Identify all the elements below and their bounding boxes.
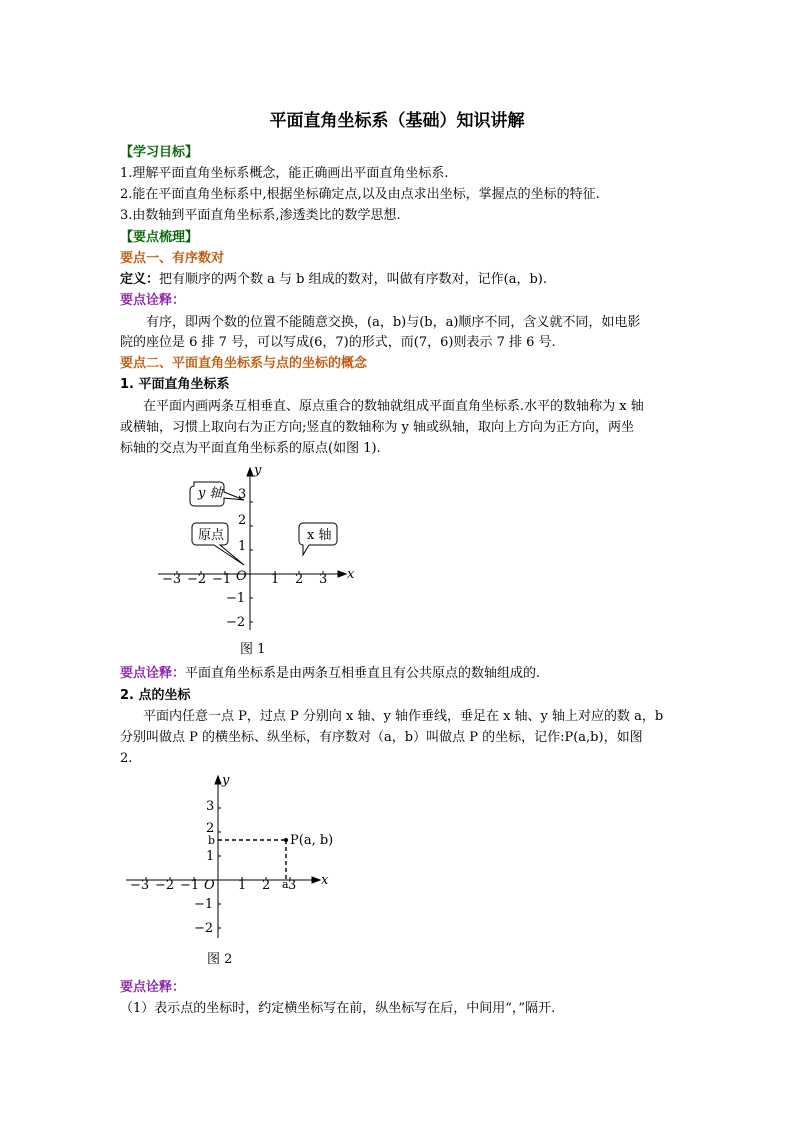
x-axis-label: x: [347, 567, 355, 582]
point1-note-label: 要点诠释：: [120, 293, 186, 308]
definition-line: [120, 270, 547, 290]
note2-label: 要点诠释：: [120, 980, 186, 995]
x-axis-label-2: x: [321, 873, 329, 888]
note2-text: （1）表示点的坐标时，约定横坐标写在前，纵坐标写在后，中间用“，”隔开.: [120, 1001, 556, 1016]
x-tick-1: 1: [271, 572, 280, 587]
y-tick-neg2: −2: [226, 615, 246, 630]
y2-tick-3: 3: [206, 799, 215, 814]
x2-tick-1: 1: [238, 878, 247, 893]
x-tick-2: 2: [295, 572, 304, 587]
x2-tick-neg2: −2: [155, 878, 175, 893]
callout-origin-text: 原点: [198, 528, 225, 543]
x-tick-neg1: −1: [212, 572, 232, 587]
point2-heading: 要点二、平面直角坐标系与点的坐标的概念: [120, 356, 368, 371]
y2-tick-2: 2: [206, 821, 215, 836]
b-label: b: [208, 834, 216, 847]
callout-x-axis-text: x 轴: [307, 528, 332, 543]
x-tick-3: 3: [319, 572, 328, 587]
y-axis-label-2: y: [222, 773, 230, 788]
points-heading: 【要点梳理】: [120, 230, 199, 245]
figure-1-coordinate-system: [150, 462, 370, 642]
x-tick-neg3: −3: [162, 572, 182, 587]
section2-heading: 2. 点的坐标: [120, 688, 191, 703]
y-tick-3: 3: [238, 487, 247, 502]
callout-x-axis: [299, 523, 337, 555]
point1-heading: 要点一、有序数对: [120, 251, 225, 266]
x2-tick-neg3: −3: [130, 878, 150, 893]
a-label: a: [282, 878, 289, 891]
y2-tick-neg1: −1: [194, 897, 214, 912]
goal-item-1: 1.理解平面直角坐标系概念，能正确画出平面直角坐标系.: [120, 166, 449, 181]
point-p-marker: [284, 838, 288, 842]
y-tick-neg1: −1: [226, 591, 246, 606]
section2-line-3: 2.: [120, 751, 133, 766]
x2-tick-neg1: −1: [180, 878, 200, 893]
y2-tick-1: 1: [206, 849, 215, 864]
note1-line: [120, 664, 540, 684]
section2-line-1: 平面内任意一点 P，过点 P 分别向 x 轴、y 轴作垂线，垂足在 x 轴、y 轴上对应的数 a，b: [143, 709, 664, 724]
origin-label: O: [236, 569, 247, 584]
note1-label: 要点诠释：: [120, 666, 186, 681]
point1-note-line-1: 有序，即两个数的位置不能随意交换，(a，b)与(b，a)顺序不同，含义就不同，如电影: [146, 315, 641, 330]
x2-tick-2: 2: [262, 878, 271, 893]
section1-heading: 1. 平面直角坐标系: [120, 377, 230, 392]
figure-2-point-coordinates: [120, 772, 340, 952]
goal-item-3: 3.由数轴到平面直角坐标系,渗透类比的数学思想.: [120, 208, 401, 223]
x-tick-neg2: −2: [187, 572, 207, 587]
section1-line-2: 或横轴，习惯上取向右为正方向;竖直的数轴称为 y 轴或纵轴，取向上方向为正方向，两坐: [120, 420, 634, 435]
origin-label-2: O: [204, 878, 215, 893]
point-p-label: P(a, b): [290, 833, 334, 848]
goals-heading: 【学习目标】: [120, 145, 199, 160]
callout-y-axis-text: y 轴: [198, 486, 223, 501]
y-axis-label: y: [254, 463, 262, 478]
section1-line-1: 在平面内画两条互相垂直、原点重合的数轴就组成平面直角坐标系.水平的数轴称为 x 轴: [143, 399, 644, 414]
callout-y-axis: [190, 482, 247, 506]
x2-tick-3: 3: [288, 878, 297, 893]
figure-2-caption: 图 2: [207, 952, 233, 967]
figure-1-caption: 图 1: [240, 642, 266, 657]
y-tick-2: 2: [238, 513, 247, 528]
note1-text: 平面直角坐标系是由两条互相垂直且有公共原点的数轴组成的.: [185, 666, 541, 681]
goal-item-2: 2.能在平面直角坐标系中,根据坐标确定点,以及由点求出坐标，掌握点的坐标的特征.: [120, 187, 600, 202]
callout-origin: [192, 523, 247, 565]
point1-note-line-2: 院的座位是 6 排 7 号，可以写成(6，7)的形式，而(7，6)则表示 7 排 6 号.: [120, 335, 556, 350]
y-tick-1: 1: [238, 539, 247, 554]
definition-text: 把有顺序的两个数 a 与 b 组成的数对，叫做有序数对，记作(a，b).: [159, 272, 547, 287]
y2-tick-neg2: −2: [194, 921, 214, 936]
section2-line-2: 分别叫做点 P 的横坐标、纵坐标，有序数对（a，b）叫做点 P 的坐标，记作:P(a,b)，如图: [120, 730, 643, 745]
page-title: 平面直角坐标系（基础）知识讲解: [269, 111, 525, 131]
section1-line-3: 标轴的交点为平面直角坐标系的原点(如图 1).: [120, 441, 381, 456]
definition-label: 定义：: [120, 272, 160, 287]
